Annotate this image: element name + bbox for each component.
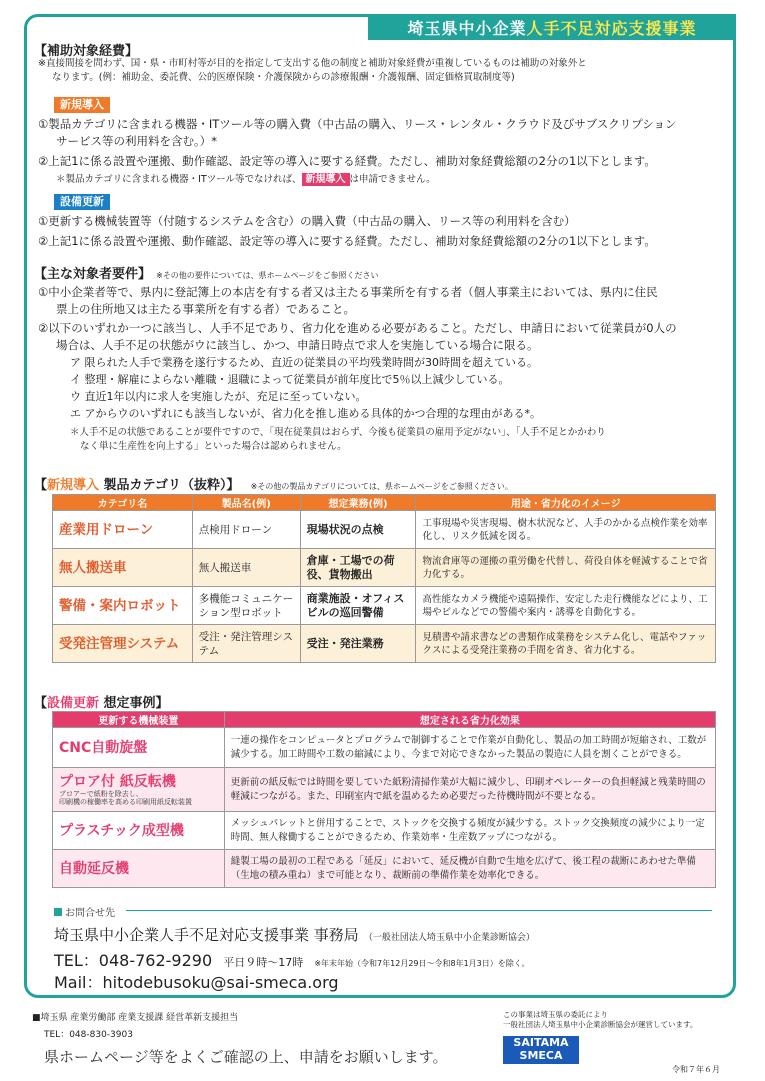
cases-title-pre: 【 xyxy=(34,696,48,711)
contact-tel: TEL：048-762-9290 xyxy=(54,951,213,970)
product-task: 倉庫・工場での荷役、貨物搬出 xyxy=(300,549,416,587)
footer-commission xyxy=(503,1010,697,1030)
new-item-1a: ①製品カテゴリに含まれる機器・ITツール等の購入費（中古品の購入、リース・レンタル・クラウド及びサブスクリプション xyxy=(38,117,677,131)
cases-title-badge: 設備更新 xyxy=(47,696,100,711)
product-category: 受発注管理システム xyxy=(53,625,193,663)
contact-tel-row xyxy=(54,948,530,971)
new-note-post: は申請できません。 xyxy=(349,174,436,185)
requirements-title: 【主な対象者要件】 xyxy=(34,267,152,282)
contact-office-row xyxy=(54,924,535,945)
product-use: 高性能なカメラ機能や遠隔操作、安定した走行機能などにより、工場やビルなどでの警備や案内・誘導を自動化する。 xyxy=(416,587,716,625)
cases-header-row xyxy=(53,712,716,728)
products-header-cell: 製品名(例) xyxy=(192,495,300,511)
product-example: 受注・発注管理システム xyxy=(192,625,300,663)
product-use: 物流倉庫等の運搬の重労働を代替し、荷役自体を軽減することで省力化する。 xyxy=(416,549,716,587)
expenses-note-2: なります。(例：補助金、委託費、公的医療保険・介護保険からの診療報酬・介護報酬、固定価格買取制度等) xyxy=(52,72,515,83)
program-title-banner xyxy=(368,14,736,40)
contact-mail: Mail：hitodebusoku@sai-smeca.org xyxy=(54,973,339,992)
case-machine-sub-2: 印刷機の稼働率を高める印刷用紙反転装置 xyxy=(59,797,192,806)
products-title-note: ※その他の製品カテゴリについては、県ホームページをご参照ください。 xyxy=(250,482,513,491)
case-effect: 更新前の紙反転では時間を要していた紙粉清掃作業が大幅に減少し、印刷オペレーターの負担軽減と残業時間の軽減につながる。また、印刷室内で紙を温めるため必要だった待機時間が不要となる。 xyxy=(224,768,715,812)
cases-header-cell: 想定される省力化効果 xyxy=(224,712,715,728)
product-use: 工事現場や災害現場、樹木状況など、人手のかかる点検作業を効率化し、リスク低減を図る。 xyxy=(416,511,716,549)
table-row xyxy=(53,850,716,888)
case-machine-cell xyxy=(53,768,225,812)
case-effect: メッシュパレットと併用することで、ストックを交換する頻度が減少する。ストック交換頻度の減少により一定時間、無人稼働することができるため、作業効率・生産数アップにつながる。 xyxy=(224,812,715,850)
products-title-post: 製品カテゴリ（抜粋）】 xyxy=(99,478,240,493)
update-item-2: ②上記1に係る設置や運搬、動作確認、設定等の導入に要する経費。ただし、補助対象経費総額の2分の1以下とします。 xyxy=(38,234,656,248)
table-row xyxy=(53,511,716,549)
new-note xyxy=(56,173,436,187)
requirements-heading xyxy=(34,263,379,282)
products-table xyxy=(52,494,716,663)
footer-tel: TEL：048-830-3903 xyxy=(44,1030,133,1040)
footer-date: 令和７年６月 xyxy=(672,1065,720,1074)
footer-request: 県ホームページ等をよくご確認の上、申請をお願いします。 xyxy=(44,1048,448,1066)
table-row xyxy=(53,812,716,850)
contact-hours: 平日９時～17時 xyxy=(223,956,304,969)
req-1a: ①中小企業者等で、県内に登記簿上の本店を有する者又は主たる事業所を有する者（個人事業主においては、県内に住民 xyxy=(38,285,658,299)
req-i: イ 整理・解雇によらない離職・退職によって従業員が前年度比で5％以上減少している。 xyxy=(70,373,510,386)
products-header-cell: 想定業務(例) xyxy=(300,495,416,511)
table-row xyxy=(53,768,716,812)
cases-heading xyxy=(34,692,169,711)
logo-line-1: SAITAMA xyxy=(513,1036,569,1049)
products-header-cell: 用途・省力化のイメージ xyxy=(416,495,716,511)
contact-hours-note: ※年末年始（令和7年12月29日～令和8年1月3日）を除く。 xyxy=(314,959,530,968)
footer-commission-1: この事業は埼玉県の委託により xyxy=(503,1010,608,1019)
products-title-pre: 【 xyxy=(34,478,48,493)
program-title-pre: 埼玉県中小企業 xyxy=(407,18,527,38)
table-row xyxy=(53,728,716,768)
cases-table xyxy=(52,711,716,888)
product-use: 見積書や請求書などの書類作成業務をシステム化し、電話やファックスによる受発注業務の手間を省き、省力化する。 xyxy=(416,625,716,663)
products-title-badge: 新規導入 xyxy=(47,478,100,493)
product-example: 無人搬送車 xyxy=(192,549,300,587)
new-intro-badge: 新規導入 xyxy=(54,97,110,113)
smeca-logo xyxy=(503,1036,579,1064)
req-e: エ アからウのいずれにも該当しないが、省力化を推し進める具体的かつ合理的な理由がある*。 xyxy=(70,407,541,420)
product-category: 警備・案内ロボット xyxy=(53,587,193,625)
product-category: 無人搬送車 xyxy=(53,549,193,587)
req-2b: 場合は、人手不足の状態がウに該当し、かつ、申請日時点で求人を実施している場合に限る。 xyxy=(56,338,539,352)
case-machine: 自動延反機 xyxy=(53,850,225,888)
product-task: 受注・発注業務 xyxy=(300,625,416,663)
req-note-1: ＊人手不足の状態であることが要件ですので、「現在従業員はおらず、今後も従業員の雇用予定がない」、「人手不足とかかわり xyxy=(70,427,606,438)
contact-divider xyxy=(126,910,712,911)
case-machine: プロア付 紙反転機 xyxy=(59,773,176,790)
table-row xyxy=(53,587,716,625)
product-task: 商業施設・オフィスビルの巡回警備 xyxy=(300,587,416,625)
product-example: 多機能コミュニケーション型ロボット xyxy=(192,587,300,625)
new-note-pre: ＊製品カテゴリに含まれる機器・ITツール等でなければ、 xyxy=(56,174,302,185)
expenses-title: 【補助対象経費】 xyxy=(34,44,139,59)
case-effect: 縫製工場の最初の工程である「延反」において、延反機が自動で生地を広げて、後工程の裁断にあわせた準備（生地の積み重ね）まで可能となり、裁断前の準備作業を効率化できる。 xyxy=(224,850,715,888)
products-header-cell: カテゴリ名 xyxy=(53,495,193,511)
square-bullet-icon xyxy=(54,908,62,916)
update-badge: 設備更新 xyxy=(54,194,110,210)
table-row xyxy=(53,625,716,663)
new-item-1b: サービス等の利用料を含む。）* xyxy=(56,134,217,148)
footer-commission-2: 一般社団法人埼玉県中小企業診断協会が運営しています。 xyxy=(503,1020,698,1029)
cases-title-post: 想定事例】 xyxy=(99,696,169,711)
req-a: ア 限られた人手で業務を遂行するため、直近の従業員の平均残業時間が30時間を超えている。 xyxy=(70,356,539,369)
case-machine-sub-1: ブロアーで紙粉を除去し、 xyxy=(59,789,143,798)
case-machine: プラスチック成型機 xyxy=(53,812,225,850)
requirements-title-note: ※その他の要件については、県ホームページをご参照ください xyxy=(156,271,379,280)
products-header-row xyxy=(53,495,716,511)
logo-line-2: SMECA xyxy=(519,1049,563,1062)
product-category: 産業用ドローン xyxy=(53,511,193,549)
contact-label: お問合せ先 xyxy=(65,908,115,919)
cases-header-cell: 更新する機械装置 xyxy=(53,712,225,728)
program-title-highlight: 人手不足対応支援事業 xyxy=(526,18,697,38)
req-note-2: なく単に生産性を向上する」といった場合は認められません。 xyxy=(80,441,347,452)
expenses-note-1: ※直接間接を問わず、国・県・市町村等が目的を指定して支出する他の制度と補助対象経費が重複しているものは補助の対象外と xyxy=(38,58,587,69)
case-effect: 一連の操作をコンピュータとプログラムで制御することで作業が自動化し、製品の加工時間が短縮され、工数が減少する。加工時間や工数の縮減により、今まで対応できなかった製品の製造に人員を割くことができる。 xyxy=(224,728,715,768)
req-1b: 票上の住所地又は主たる事業所を有する者）であること。 xyxy=(56,302,355,316)
contact-label-row xyxy=(54,904,115,919)
contact-office-note: （一般社団法人埼玉県中小企業診断協会） xyxy=(363,933,535,943)
case-machine: CNC自動旋盤 xyxy=(53,728,225,768)
products-heading xyxy=(34,474,513,493)
table-row xyxy=(53,549,716,587)
update-item-1: ①更新する機械装置等（付随するシステムを含む）の購入費（中古品の購入、リース等の利用料を含む） xyxy=(38,214,576,228)
new-note-badge: 新規導入 xyxy=(302,173,350,186)
req-u: ウ 直近1年以内に求人を実施したが、充足に至っていない。 xyxy=(70,390,367,403)
footer-dept: ■埼玉県 産業労働部 産業支援課 経営革新支援担当 xyxy=(32,1013,239,1023)
req-2a: ②以下のいずれか一つに該当し、人手不足であり、省力化を進める必要があること。ただし、申請日において従業員が0人の xyxy=(38,321,677,335)
contact-office: 埼玉県中小企業人手不足対応支援事業 事務局 xyxy=(54,926,359,944)
new-item-2: ②上記1に係る設置や運搬、動作確認、設定等の導入に要する経費。ただし、補助対象経費総額の2分の1以下とします。 xyxy=(38,154,656,168)
product-example: 点検用ドローン xyxy=(192,511,300,549)
product-task: 現場状況の点検 xyxy=(300,511,416,549)
